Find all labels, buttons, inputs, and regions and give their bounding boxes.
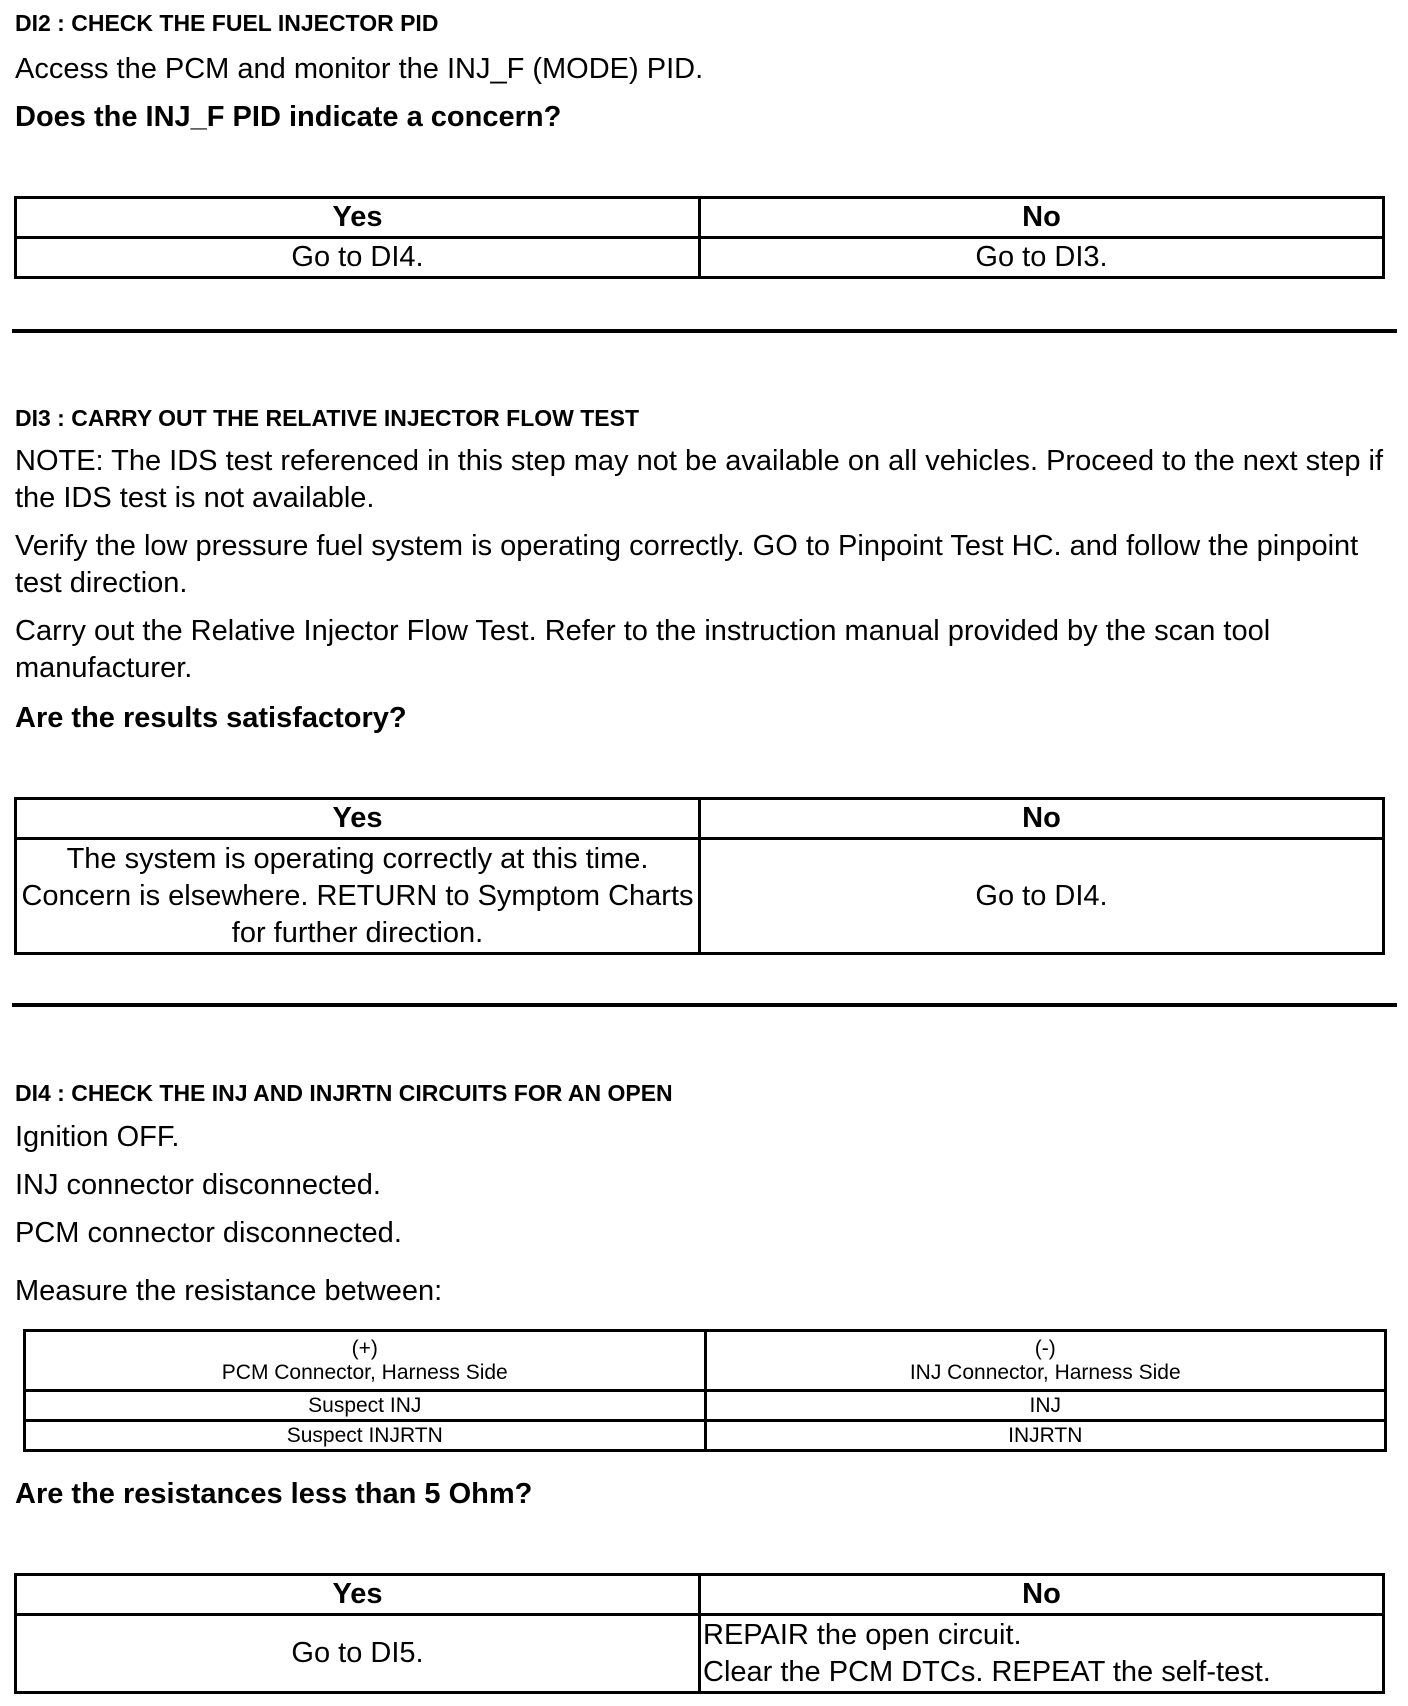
line: Clear the PCM DTCs. REPEAT the self-test. (703, 1655, 1271, 1688)
di4-step: Ignition OFF. (15, 1121, 180, 1153)
di2-question: Does the INJ_F PID indicate a concern? (15, 101, 562, 133)
no-header: No (700, 1575, 1384, 1615)
sign: (-) (1034, 1336, 1056, 1360)
no-action (700, 1615, 1384, 1693)
di3-para: Verify the low pressure fuel system is operating correctly. GO to Pinpoint Test HC. and follow the pinpoint test direction. (15, 530, 1359, 599)
di2-result-table (14, 196, 1385, 279)
header-plus (25, 1331, 706, 1391)
yes-action: Go to DI4. (16, 238, 700, 278)
cell: INJ (705, 1391, 1386, 1421)
di4-step: INJ connector disconnected. (15, 1169, 381, 1201)
di2-text: Access the PCM and monitor the INJ_F (MODE) PID. (15, 53, 704, 85)
no-action: Go to DI4. (700, 839, 1384, 954)
yes-header: Yes (16, 198, 700, 238)
sign: (+) (351, 1336, 378, 1360)
cell: Suspect INJRTN (25, 1421, 706, 1451)
di4-question: Are the resistances less than 5 Ohm? (15, 1478, 533, 1510)
di3-question: Are the results satisfactory? (15, 702, 407, 734)
di4-measure: Measure the resistance between: (15, 1275, 443, 1307)
no-header: No (700, 198, 1384, 238)
measurement-table (23, 1329, 1387, 1452)
di2-heading: DI2 : CHECK THE FUEL INJECTOR PID (15, 10, 439, 36)
yes-action: Go to DI5. (16, 1615, 700, 1693)
line: REPAIR the open circuit. (703, 1618, 1022, 1651)
label: PCM Connector, Harness Side (221, 1360, 508, 1384)
yes-action: The system is operating correctly at this time. Concern is elsewhere. RETURN to Symptom Charts for further direction. (16, 839, 700, 954)
di3-result-table (14, 797, 1385, 955)
cell: INJRTN (705, 1421, 1386, 1451)
di4-result-table (14, 1573, 1385, 1694)
no-header: No (700, 799, 1384, 839)
divider (12, 329, 1397, 333)
cell: Suspect INJ (25, 1391, 706, 1421)
yes-header: Yes (16, 799, 700, 839)
di4-heading: DI4 : CHECK THE INJ AND INJRTN CIRCUITS FOR AN OPEN (15, 1080, 673, 1106)
di3-note: NOTE: The IDS test referenced in this step may not be available on all vehicles. Proceed to the next step if the IDS test is not available. (15, 445, 1384, 514)
di3-heading: DI3 : CARRY OUT THE RELATIVE INJECTOR FLOW TEST (15, 405, 640, 431)
header-minus (705, 1331, 1386, 1391)
di4-step: PCM connector disconnected. (15, 1217, 402, 1249)
no-action: Go to DI3. (700, 238, 1384, 278)
label: INJ Connector, Harness Side (909, 1360, 1181, 1384)
divider (12, 1003, 1397, 1007)
yes-header: Yes (16, 1575, 700, 1615)
di3-para: Carry out the Relative Injector Flow Test. Refer to the instruction manual provided by the scan tool manufacturer. (15, 615, 1271, 684)
